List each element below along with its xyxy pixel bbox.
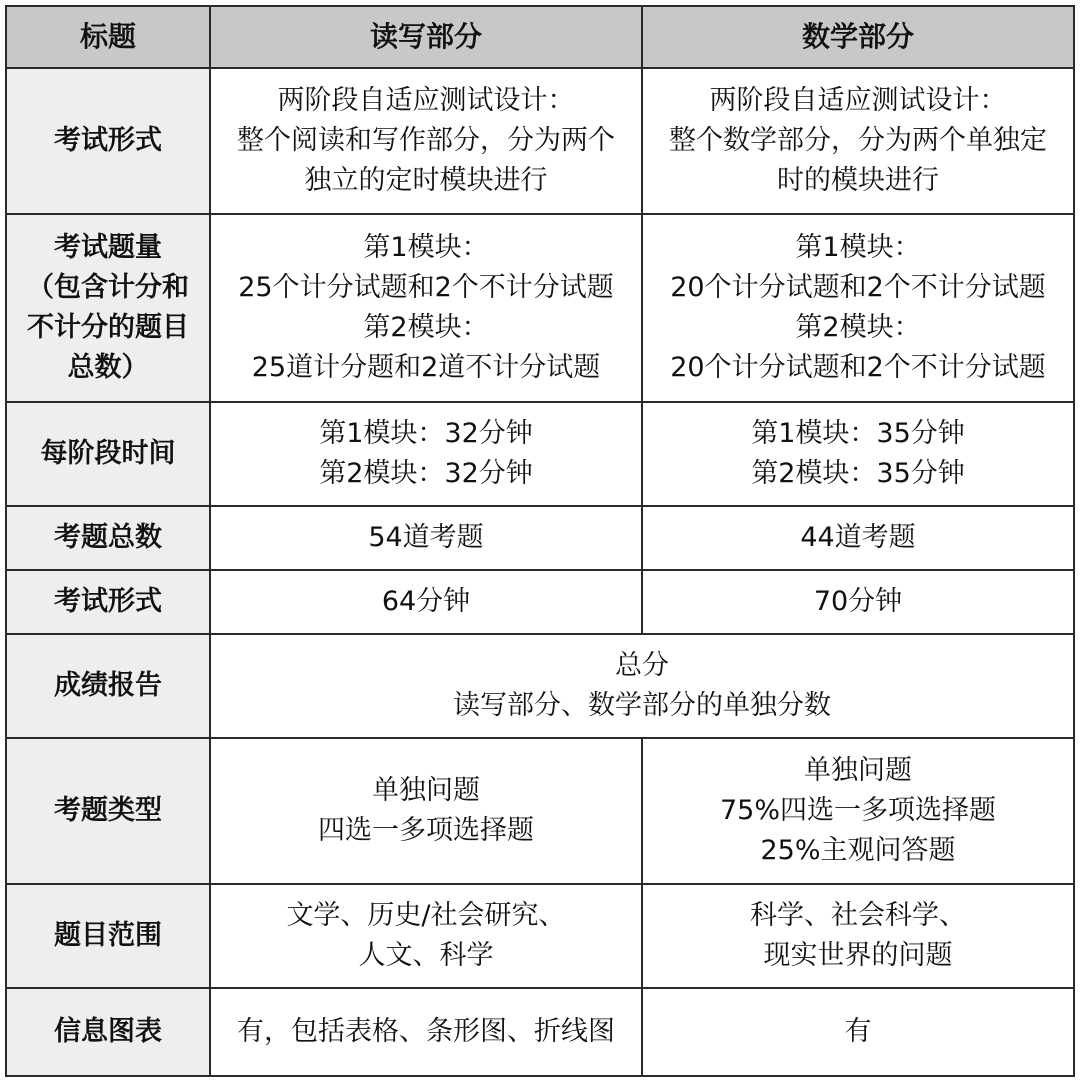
cell-line: 时的模块进行	[777, 165, 939, 196]
table-row	[6, 570, 1074, 634]
cell-line: 两阶段自适应测试设计：	[277, 85, 575, 116]
cell-line: 独立的定时模块进行	[304, 165, 548, 196]
cell-math-topic-scope	[642, 884, 1074, 988]
cell-line: 第1模块：	[363, 232, 489, 263]
cell-score-report	[210, 634, 1074, 738]
table-row	[6, 506, 1074, 570]
row-label-stage-time: 每阶段时间	[6, 402, 210, 506]
cell-math-question-count	[642, 214, 1074, 402]
row-label-line: 总数）	[67, 352, 149, 383]
row-label-total-questions: 考题总数	[6, 506, 210, 570]
cell-math-stage-time	[642, 402, 1074, 506]
row-label-format: 考试形式	[6, 68, 210, 214]
row-label-line: 考试题量	[54, 232, 162, 263]
cell-rw-question-count	[210, 214, 642, 402]
cell-line: 读写部分、数学部分的单独分数	[453, 690, 831, 721]
comparison-table-container	[5, 5, 1073, 1075]
sat-comparison-table	[5, 5, 1075, 1077]
cell-math-total-questions: 44道考题	[642, 506, 1074, 570]
cell-line: 四选一多项选择题	[318, 815, 534, 846]
cell-line: 75%四选一多项选择题	[719, 795, 996, 826]
row-label-question-count	[6, 214, 210, 402]
cell-line: 第1模块：35分钟	[751, 418, 965, 449]
header-row	[6, 6, 1074, 68]
cell-line: 第2模块：	[795, 312, 921, 343]
cell-math-infographics: 有	[642, 988, 1074, 1076]
cell-line: 科学、社会科学、	[750, 900, 966, 931]
cell-rw-total-questions: 54道考题	[210, 506, 642, 570]
cell-line: 20个计分试题和2个不计分试题	[670, 272, 1046, 303]
cell-math-question-type	[642, 738, 1074, 884]
cell-line: 两阶段自适应测试设计：	[709, 85, 1007, 116]
cell-rw-total-time: 64分钟	[210, 570, 642, 634]
cell-line: 单独问题	[372, 775, 480, 806]
cell-line: 20个计分试题和2个不计分试题	[670, 352, 1046, 383]
row-label-infographics: 信息图表	[6, 988, 210, 1076]
table-row	[6, 68, 1074, 214]
cell-line: 现实世界的问题	[763, 940, 953, 971]
row-label-topic-scope: 题目范围	[6, 884, 210, 988]
table-row	[6, 214, 1074, 402]
header-title: 标题	[6, 6, 210, 68]
row-label-question-type: 考题类型	[6, 738, 210, 884]
cell-line: 第2模块：	[363, 312, 489, 343]
table-row	[6, 738, 1074, 884]
cell-line: 单独问题	[804, 755, 912, 786]
cell-rw-stage-time	[210, 402, 642, 506]
header-reading-writing: 读写部分	[210, 6, 642, 68]
row-label-score-report: 成绩报告	[6, 634, 210, 738]
cell-line: 25道计分题和2道不计分试题	[251, 352, 601, 383]
cell-line: 总分	[615, 650, 669, 681]
cell-line: 第1模块：32分钟	[319, 418, 533, 449]
cell-line: 第2模块：35分钟	[751, 458, 965, 489]
cell-rw-infographics: 有，包括表格、条形图、折线图	[210, 988, 642, 1076]
cell-line: 25%主观问答题	[760, 835, 956, 866]
cell-line: 人文、科学	[358, 940, 494, 971]
cell-rw-question-type	[210, 738, 642, 884]
row-label-total-time: 考试形式	[6, 570, 210, 634]
table-row	[6, 884, 1074, 988]
cell-rw-topic-scope	[210, 884, 642, 988]
cell-rw-format	[210, 68, 642, 214]
table-row	[6, 634, 1074, 738]
cell-line: 第2模块：32分钟	[319, 458, 533, 489]
cell-line: 文学、历史/社会研究、	[286, 900, 566, 931]
row-label-line: 不计分的题目	[27, 312, 189, 343]
cell-line: 整个阅读和写作部分，分为两个	[237, 125, 615, 156]
cell-line: 25个计分试题和2个不计分试题	[238, 272, 614, 303]
cell-line: 整个数学部分，分为两个单独定	[669, 125, 1047, 156]
cell-math-total-time: 70分钟	[642, 570, 1074, 634]
header-math: 数学部分	[642, 6, 1074, 68]
table-row	[6, 988, 1074, 1076]
row-label-line: （包含计分和	[27, 272, 189, 303]
cell-math-format	[642, 68, 1074, 214]
table-row	[6, 402, 1074, 506]
cell-line: 第1模块：	[795, 232, 921, 263]
